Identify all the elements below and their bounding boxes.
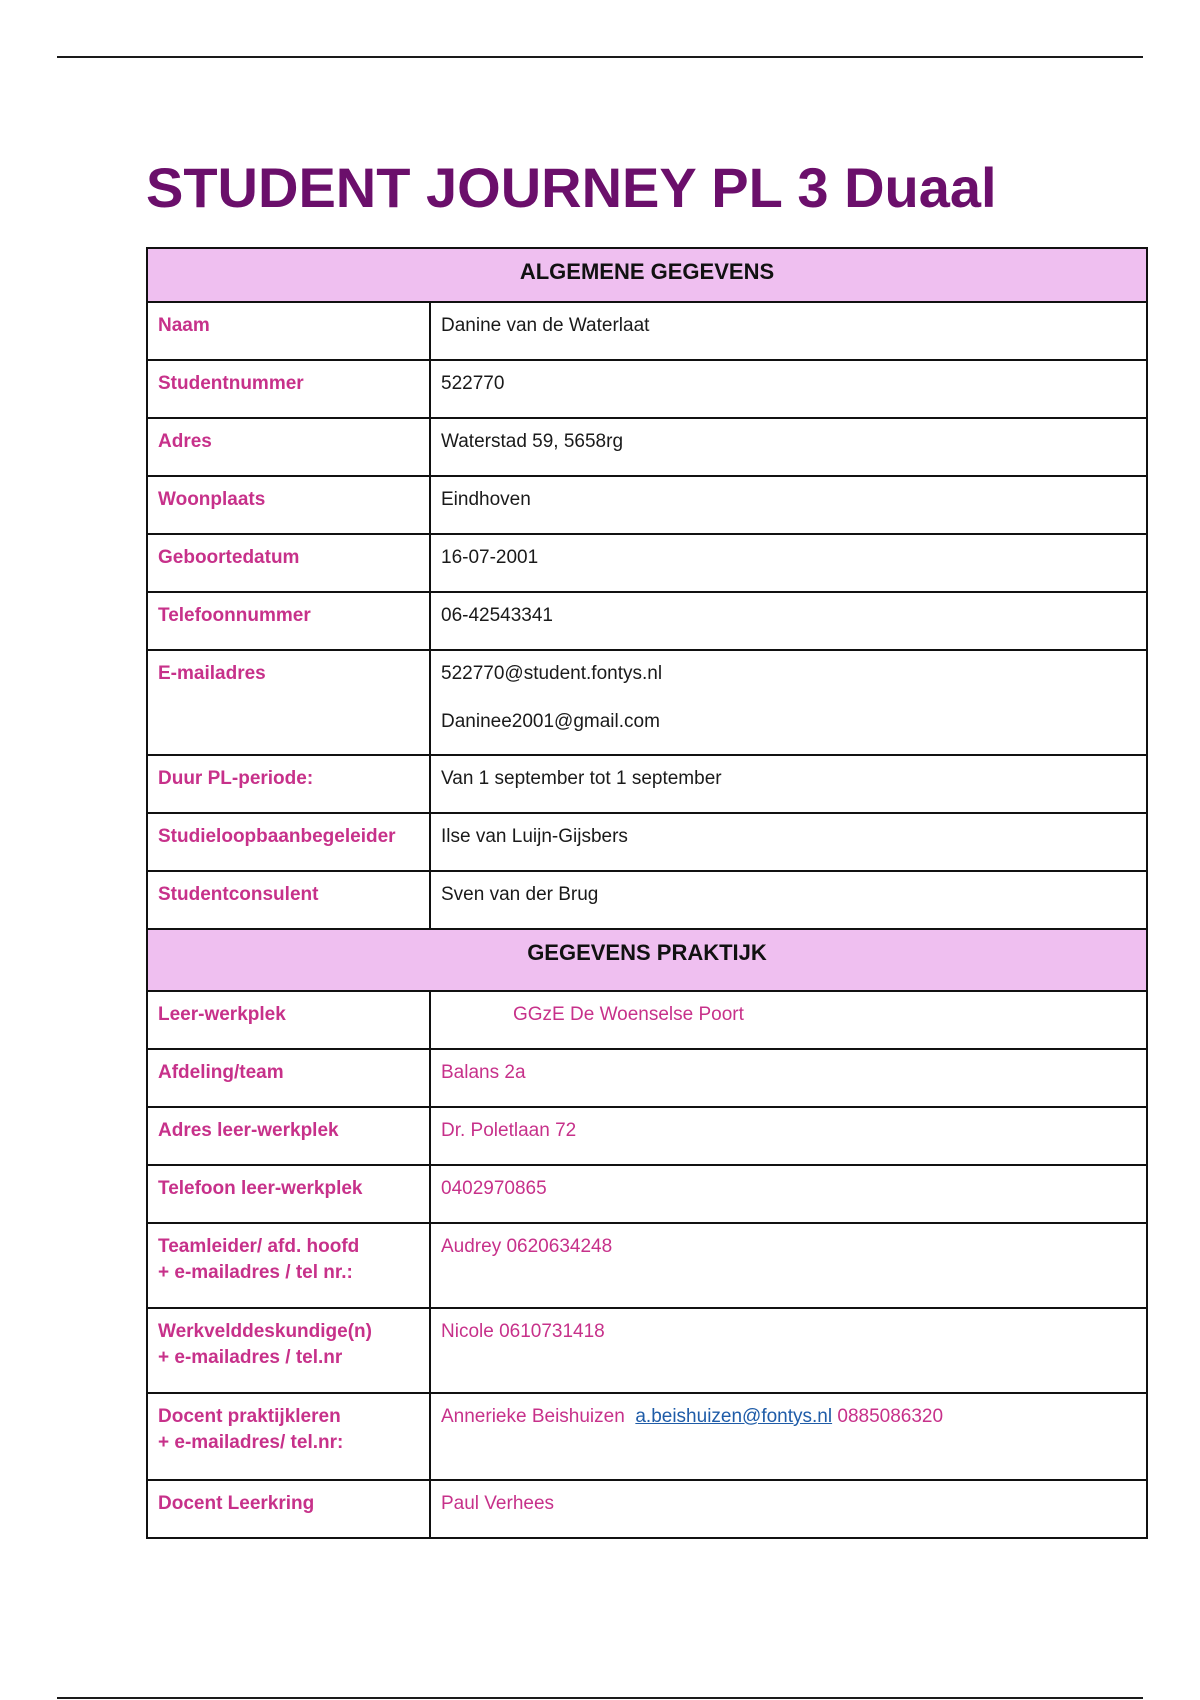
- row-value: Nicole 0610731418: [430, 1308, 1147, 1393]
- teacher-name: Annerieke Beishuizen: [441, 1406, 625, 1427]
- row-label-line: Teamleider/ afd. hoofd: [158, 1236, 360, 1257]
- row-label-line: + e-mailadres / tel nr.:: [158, 1262, 353, 1283]
- table-row: [147, 592, 1147, 650]
- row-label: Docent Leerkring: [147, 1480, 430, 1538]
- table-row: [147, 1393, 1147, 1480]
- top-rule: [57, 56, 1143, 58]
- table-row: [147, 871, 1147, 929]
- email-secondary: Daninee2001@gmail.com: [441, 711, 660, 732]
- table-row: [147, 534, 1147, 592]
- row-label: E-mailadres: [147, 650, 430, 755]
- row-label: Adres leer-werkplek: [147, 1107, 430, 1165]
- row-value: 522770: [430, 360, 1147, 418]
- table-row: [147, 991, 1147, 1049]
- row-value: Paul Verhees: [430, 1480, 1147, 1538]
- teacher-email-link[interactable]: a.beishuizen@fontys.nl: [635, 1406, 833, 1427]
- row-value: 16-07-2001: [430, 534, 1147, 592]
- email-primary: 522770@student.fontys.nl: [441, 663, 663, 684]
- table-row: [147, 650, 1147, 755]
- row-label-line: Werkvelddeskundige(n): [158, 1321, 372, 1342]
- row-label: Naam: [147, 302, 430, 360]
- teacher-phone: 0885086320: [837, 1406, 944, 1427]
- row-value: [430, 991, 1147, 1049]
- table-row: [147, 476, 1147, 534]
- row-label: Adres: [147, 418, 430, 476]
- table-row: [147, 755, 1147, 813]
- row-label: Woonplaats: [147, 476, 430, 534]
- row-label: Studentconsulent: [147, 871, 430, 929]
- table-row: [147, 360, 1147, 418]
- row-value: Audrey 0620634248: [430, 1223, 1147, 1308]
- row-value: Van 1 september tot 1 september: [430, 755, 1147, 813]
- row-value: 06-42543341: [430, 592, 1147, 650]
- table-row: [147, 1480, 1147, 1538]
- row-label: Geboortedatum: [147, 534, 430, 592]
- table-row: [147, 813, 1147, 871]
- student-info-table: [146, 247, 1148, 1539]
- table-row: [147, 1049, 1147, 1107]
- table-row: [147, 1223, 1147, 1308]
- row-value: Danine van de Waterlaat: [430, 302, 1147, 360]
- row-value: Eindhoven: [430, 476, 1147, 534]
- row-label: Studentnummer: [147, 360, 430, 418]
- table-row: [147, 1308, 1147, 1393]
- table-row: [147, 418, 1147, 476]
- row-label: Studieloopbaanbegeleider: [147, 813, 430, 871]
- row-label: Afdeling/team: [147, 1049, 430, 1107]
- row-label-line: + e-mailadres/ tel.nr:: [158, 1432, 344, 1453]
- section-header-row: [147, 248, 1147, 302]
- table-row: [147, 1165, 1147, 1223]
- workplace-name: GGzE De Woenselse Poort: [513, 1004, 744, 1025]
- row-value: Dr. Poletlaan 72: [430, 1107, 1147, 1165]
- row-value: Sven van der Brug: [430, 871, 1147, 929]
- row-label: [147, 1223, 430, 1308]
- row-value: Balans 2a: [430, 1049, 1147, 1107]
- row-label-line: Docent praktijkleren: [158, 1406, 341, 1427]
- section-header-row: [147, 929, 1147, 991]
- document-title: STUDENT JOURNEY PL 3 Duaal: [146, 156, 997, 219]
- row-label: Leer-werkplek: [147, 991, 430, 1049]
- row-value: Ilse van Luijn-Gijsbers: [430, 813, 1147, 871]
- row-label-line: + e-mailadres / tel.nr: [158, 1347, 343, 1368]
- row-label: [147, 1308, 430, 1393]
- row-value: [430, 1393, 1147, 1480]
- row-label: Duur PL-periode:: [147, 755, 430, 813]
- row-value: 0402970865: [430, 1165, 1147, 1223]
- section-header-practice: GEGEVENS PRAKTIJK: [147, 929, 1147, 991]
- section-header-general: ALGEMENE GEGEVENS: [147, 248, 1147, 302]
- table-row: [147, 1107, 1147, 1165]
- row-label: Telefoonnummer: [147, 592, 430, 650]
- row-label: Telefoon leer-werkplek: [147, 1165, 430, 1223]
- row-value: [430, 650, 1147, 755]
- row-value: Waterstad 59, 5658rg: [430, 418, 1147, 476]
- bottom-rule: [57, 1697, 1143, 1699]
- table-row: [147, 302, 1147, 360]
- row-label: [147, 1393, 430, 1480]
